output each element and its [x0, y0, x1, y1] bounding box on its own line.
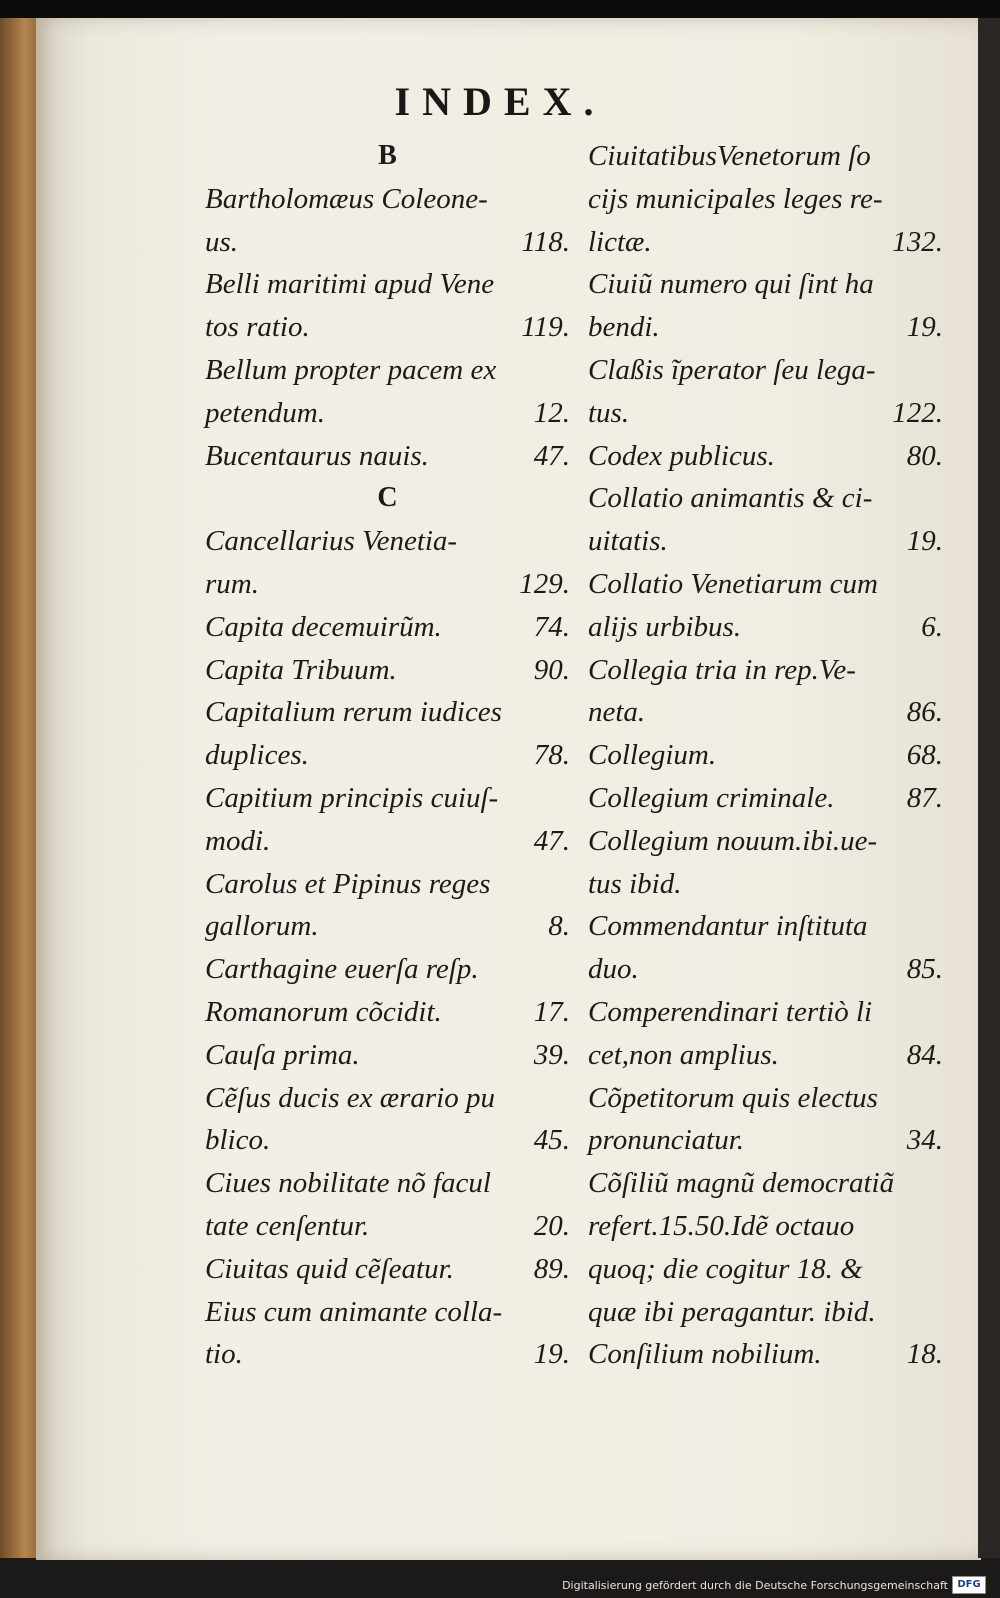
index-entry-text: Claßis ĩperator ſeu lega- [588, 353, 876, 386]
index-entry-text: rum. [205, 567, 259, 600]
index-entry-text: tus ibid. [588, 867, 682, 900]
index-line [588, 1162, 943, 1205]
index-entry-text: Commendantur inſtituta [588, 910, 868, 943]
index-letter-heading: B [378, 140, 397, 171]
index-page-number: 47. [533, 439, 570, 472]
index-line [588, 1205, 943, 1248]
index-entry-text: uitatis. [588, 525, 668, 558]
index-entry-text: Capita Tribuum. [205, 653, 397, 686]
index-entry-text: us. [205, 225, 239, 258]
index-page-number: 47. [533, 824, 570, 857]
index-line [588, 477, 943, 520]
index-line [588, 520, 943, 563]
index-entry-text: Bellum propter pacem ex [205, 353, 497, 386]
index-page-number: 39. [533, 1038, 570, 1071]
index-entry-text: Capitium principis cuiuſ- [205, 781, 499, 814]
index-entry-text: CiuitatibusVenetorum ſo [588, 140, 871, 172]
index-entry-text: bendi. [588, 311, 660, 344]
index-entry-text: gallorum. [205, 910, 319, 943]
index-page-number: 8. [548, 910, 570, 943]
index-entry-text: Ciuiũ numero qui ſint ha [588, 268, 874, 301]
index-entry-text: Capita decemuirũm. [205, 610, 442, 643]
index-entry-text: lictæ. [588, 225, 652, 258]
index-line [205, 691, 570, 734]
index-line [588, 306, 943, 349]
index-line [588, 1248, 943, 1291]
index-page-number: 80. [906, 439, 943, 472]
index-entry-text: Cõſiliũ magnũ democratiã [588, 1167, 895, 1200]
index-page-number: 12. [533, 396, 570, 429]
index-entry-text: Collegium. [588, 739, 717, 772]
index-line [588, 563, 943, 606]
index-entry-text: quæ ibi peragantur. ibid. [588, 1295, 876, 1328]
index-entry-text: tus. [588, 396, 630, 429]
index-entry-text: Bartholomæus Coleone- [205, 182, 488, 215]
index-page-number: 18. [906, 1338, 943, 1371]
index-line [205, 606, 570, 649]
digitization-credit: Digitalisierung gefördert durch die Deutsche Forschungsgemeinschaft [562, 1579, 948, 1592]
index-page-number: 119. [521, 311, 570, 344]
index-entry-text: Bucentaurus nauis. [205, 439, 429, 472]
index-entry-text: Carthagine euerſa reſp. [205, 953, 479, 986]
index-entry-text: duo. [588, 953, 639, 986]
index-line [205, 520, 570, 563]
index-entry-text: pronunciatur. [588, 1124, 745, 1157]
index-line [205, 1291, 570, 1334]
index-line [588, 221, 943, 264]
index-page-number: 89. [533, 1252, 570, 1285]
index-line [588, 863, 943, 906]
index-line [205, 948, 570, 991]
index-entry-text: Ciues nobilitate nõ facul [205, 1167, 491, 1200]
index-entry-text: Collegium criminale. [588, 781, 835, 814]
index-page-number: 132. [892, 225, 943, 258]
index-entry-text: Conſilium nobilium. [588, 1338, 822, 1371]
index-entry-text: Romanorum cõcidit. [205, 995, 442, 1028]
index-line [205, 1162, 570, 1205]
index-entry-text: tate cenſentur. [205, 1209, 370, 1242]
index-line [588, 734, 943, 777]
index-entry-text: Codex publicus. [588, 439, 775, 472]
index-line [205, 563, 570, 606]
index-line [588, 777, 943, 820]
index-page-number: 87. [906, 781, 943, 814]
index-page-number: 68. [906, 739, 943, 772]
index-entry-text: cet,non amplius. [588, 1038, 779, 1071]
index-line [588, 905, 943, 948]
index-entry-text: refert.15.50.Idẽ octauo [588, 1209, 855, 1242]
index-line [588, 948, 943, 991]
index-line [205, 863, 570, 906]
index-entry-text: duplices. [205, 739, 309, 772]
index-line [588, 1119, 943, 1162]
index-line [205, 1333, 570, 1376]
index-line [588, 649, 943, 692]
scan-right-border [978, 18, 1000, 1558]
index-line [205, 649, 570, 692]
index-line [588, 691, 943, 734]
page-title: INDEX. [394, 79, 606, 124]
index-line [588, 1291, 943, 1334]
index-page-number: 129. [519, 567, 570, 600]
index-page-number: 6. [921, 610, 943, 643]
index-entry-text: modi. [205, 824, 271, 857]
index-entry-text: Collatio Venetiarum cum [588, 567, 878, 600]
index-entry-text: tio. [205, 1338, 243, 1371]
index-line [205, 1119, 570, 1162]
index-line [205, 777, 570, 820]
index-line [205, 1205, 570, 1248]
index-entry-text: Carolus et Pipinus reges [205, 867, 491, 900]
index-letter-heading: C [377, 482, 398, 514]
index-entry-text: neta. [588, 696, 646, 729]
index-entry-text: Ciuitas quid cẽſeatur. [205, 1252, 454, 1285]
index-page-number: 74. [533, 610, 570, 643]
index-line [588, 1333, 943, 1376]
index-line [588, 1077, 943, 1120]
index-line [588, 135, 943, 178]
index-line [205, 263, 570, 306]
index-page-number: 19. [906, 525, 943, 558]
index-entry-text: blico. [205, 1124, 271, 1157]
index-line [588, 349, 943, 392]
index-line [588, 263, 943, 306]
index-column-left [205, 135, 570, 1376]
index-entry-text: Cẽſus ducis ex ærario pu [205, 1081, 495, 1114]
index-line [205, 734, 570, 777]
index-entry-text: tos ratio. [205, 311, 310, 344]
index-line [205, 820, 570, 863]
index-entry-text: Cauſa prima. [205, 1038, 360, 1071]
index-page-number: 19. [906, 311, 943, 344]
index-line [588, 1034, 943, 1077]
index-column-right [588, 135, 943, 1376]
index-entry-text: cijs municipales leges re- [588, 182, 883, 215]
index-entry-text: Belli maritimi apud Vene [205, 268, 495, 301]
index-entry-text: Cancellarius Venetia- [205, 525, 458, 558]
index-entry-text: Eius cum animante colla- [205, 1295, 503, 1328]
index-line [588, 435, 943, 478]
index-line [205, 1248, 570, 1291]
index-page-number: 84. [906, 1038, 943, 1071]
index-entry-text: Capitalium rerum iudices [205, 696, 502, 729]
index-page-number: 20. [533, 1209, 570, 1242]
index-line [205, 905, 570, 948]
index-page-number: 86. [906, 696, 943, 729]
index-page-number: 19. [533, 1338, 570, 1371]
index-entry-text: Collatio animantis & ci- [588, 482, 873, 515]
index-page-number: 45. [533, 1124, 570, 1157]
index-line [205, 392, 570, 435]
index-line [205, 306, 570, 349]
index-line [588, 820, 943, 863]
index-line [205, 221, 570, 264]
index-line [205, 1077, 570, 1120]
index-page-number: 85. [906, 953, 943, 986]
index-line [588, 991, 943, 1034]
index-entry-text: Collegium nouum.ibi.ue- [588, 824, 878, 857]
index-entry-text: Comperendinari tertiò li [588, 995, 873, 1028]
index-entry-text: petendum. [205, 396, 325, 429]
index-entry-text: quoq; die cogitur 18. & [588, 1252, 863, 1285]
index-page-number: 78. [533, 739, 570, 772]
index-line [205, 435, 570, 478]
dfg-logo: DFG [952, 1576, 986, 1594]
index-page-number: 118. [521, 225, 570, 258]
index-line [588, 392, 943, 435]
index-line [205, 178, 570, 221]
index-line [205, 1034, 570, 1077]
index-line [588, 178, 943, 221]
index-page-number: 17. [533, 995, 570, 1028]
index-entry-text: Cõpetitorum quis electus [588, 1081, 878, 1114]
index-page-number: 34. [906, 1124, 943, 1157]
index-page-number: 90. [533, 653, 570, 686]
index-page-number: 122. [892, 396, 943, 429]
index-entry-text: alijs urbibus. [588, 610, 742, 643]
index-line [588, 606, 943, 649]
index-line [205, 349, 570, 392]
index-entry-text: Collegia tria in rep.Ve- [588, 653, 856, 686]
index-line [205, 991, 570, 1034]
